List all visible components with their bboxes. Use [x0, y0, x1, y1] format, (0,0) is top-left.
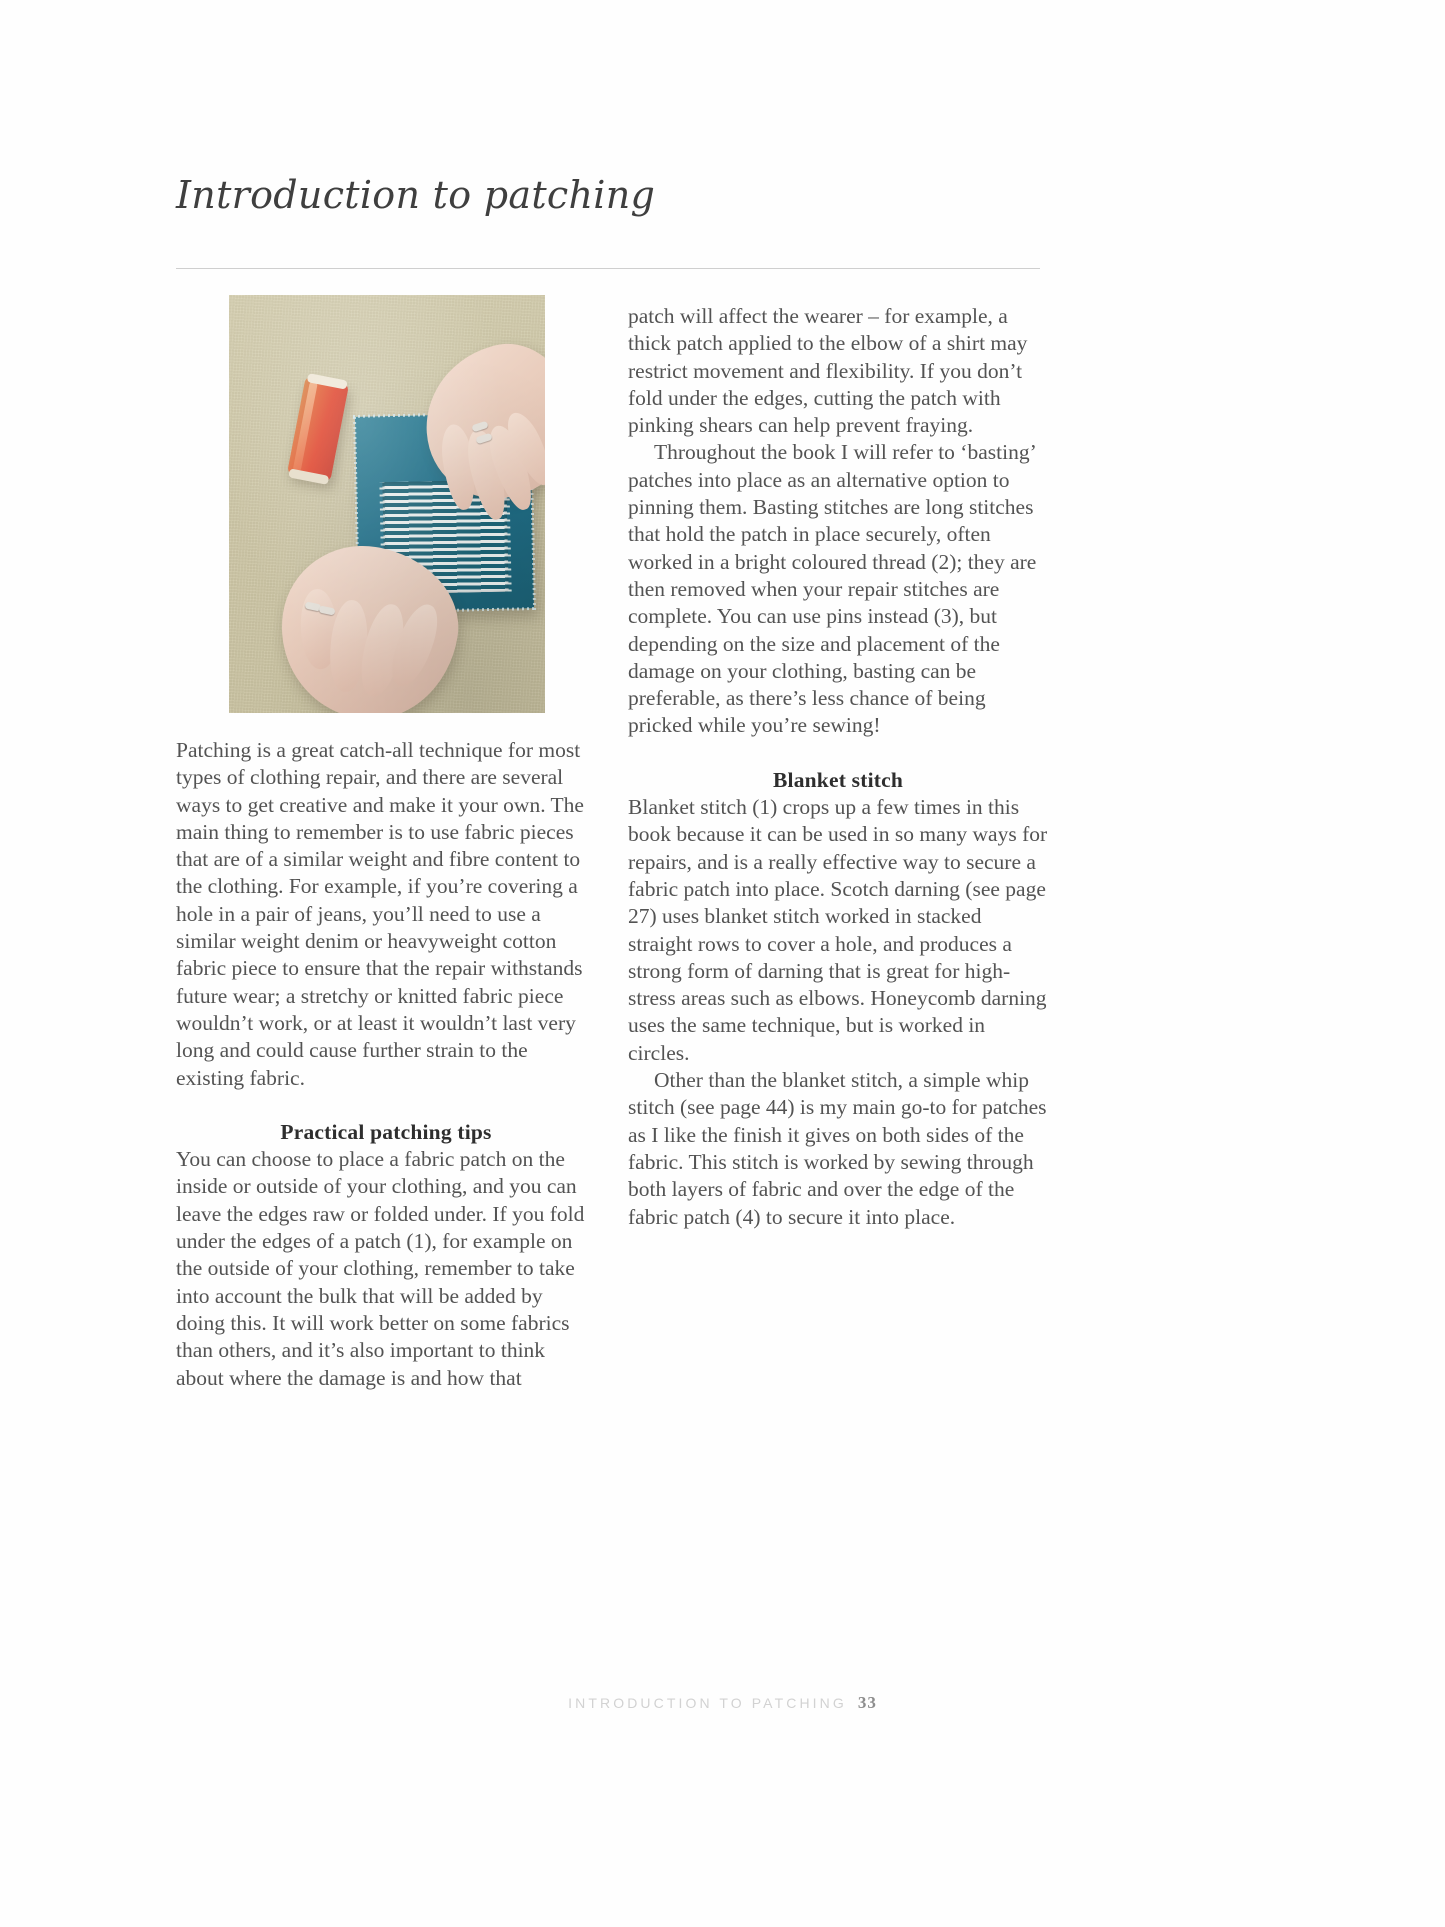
body-paragraph: Blanket stitch (1) crops up a few times in this book because it can be used in so many ways for repairs, and is a really effective way to secure a fabric patch into place. Scotch darning (see page 27) uses blanket stitch worked in stacked straight rows to cover a hole, and produces a strong form of darning that is great for high-stress areas such as elbows. Honeycomb darning uses the same technique, but is worked in circles.	[628, 795, 1048, 1065]
paragraph-gap	[176, 1092, 596, 1119]
patching-photo	[229, 295, 545, 713]
body-paragraph: Other than the blanket stitch, a simple whip stitch (see page 44) is my main go-to for patches as I like the finish it gives on both sides of the fabric. This stitch is worked by sewing through both layers of fabric and over the edge of the fabric patch (4) to secure it into place.	[628, 1068, 1047, 1229]
footer-label: INTRODUCTION TO PATCHING	[568, 1695, 847, 1711]
page-title: Introduction to patching	[176, 173, 656, 218]
subheading-practical-patching-tips: Practical patching tips	[280, 1119, 492, 1144]
subheading-blanket-stitch: Blanket stitch	[772, 767, 903, 792]
body-paragraph: Throughout the book I will refer to ‘basting’ patches into place as an alternative option to pinning them. Basting stitches are long stitches that hold the patch in place securely, often worked in a bright coloured thread (2); they are then removed when your repair stitches are complete. You can use pins instead (3), but depending on the size and placement of the damage on your clothing, basting can be preferable, as there’s less chance of being pricked while you’re sewing!	[628, 440, 1037, 738]
body-paragraph: patch will affect the wearer – for example, a thick patch applied to the elbow of a shirt may restrict movement and flexibility. If you don’t fold under the edges, cutting the patch with pinking shears can help prevent fraying.	[628, 304, 1028, 438]
body-paragraph: You can choose to place a fabric patch on the inside or outside of your clothing, and you can leave the edges raw or folded under. If you fold under the edges of a patch (1), for example on the outside of your clothing, remember to take into account the bulk that will be added by doing this. It will work better on some fabrics than others, and it’s also important to think about where the damage is and how that	[176, 1147, 585, 1390]
header-divider	[176, 268, 1040, 269]
page-number: 33	[857, 1693, 877, 1712]
right-text-column	[628, 303, 1048, 1231]
page-footer	[0, 1693, 1445, 1713]
paragraph-gap	[628, 740, 1048, 767]
photo-vignette	[229, 295, 545, 713]
body-paragraph: Patching is a great catch-all technique for most types of clothing repair, and there are several ways to get creative and make it your own. The main thing to remember is to use fabric pieces that are of a similar weight and fibre content to the clothing. For example, if you’re covering a hole in a pair of jeans, you’ll need to use a similar weight denim or heavyweight cotton fabric piece to ensure that the repair withstands future wear; a stretchy or knitted fabric piece wouldn’t work, or at least it wouldn’t last very long and could cause further strain to the existing fabric.	[176, 738, 584, 1090]
left-text-column	[176, 737, 596, 1392]
